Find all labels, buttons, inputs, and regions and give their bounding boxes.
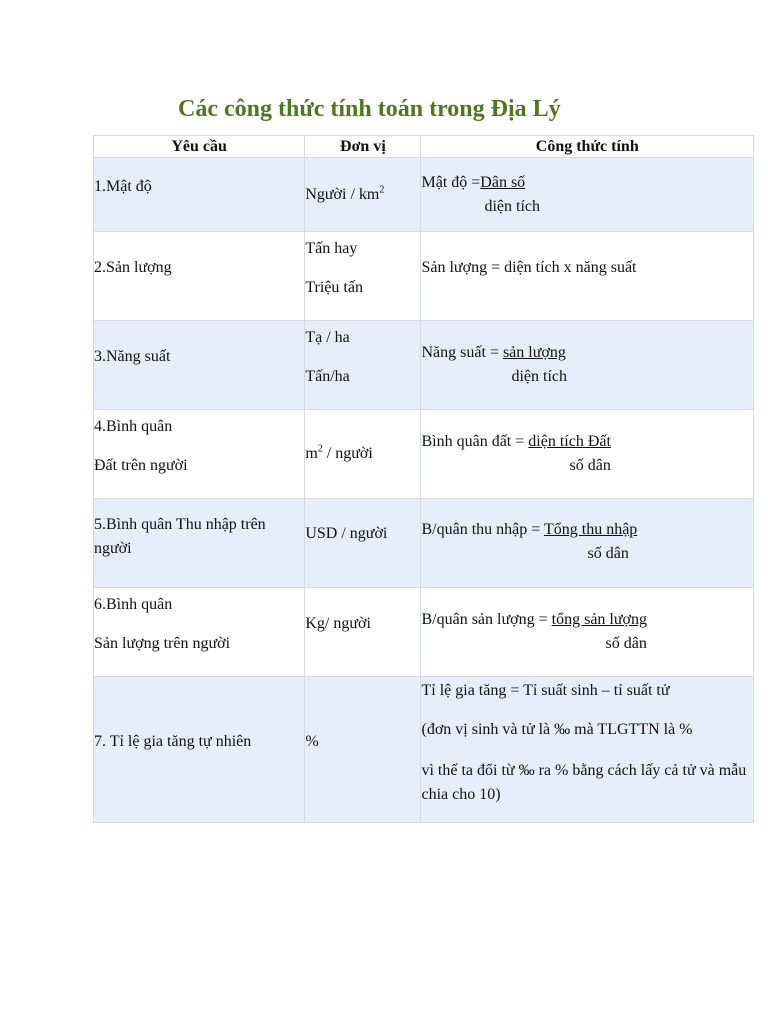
header-formula: Công thức tính bbox=[421, 136, 754, 158]
requirement-label: 4.Bình quân bbox=[94, 418, 173, 435]
table-row bbox=[94, 158, 754, 232]
unit-label: % bbox=[305, 733, 319, 750]
formula-table bbox=[93, 135, 754, 823]
formula-note: vì thế ta đổi từ ‰ ra % bằng cách lấy cả tử và mẫu chia cho 10) bbox=[421, 762, 747, 803]
unit-label: Người / $km^2$ bbox=[305, 184, 385, 203]
formula-text: Bình quân đất = diện tích Đất bbox=[421, 433, 611, 450]
header-unit: Đơn vị bbox=[305, 136, 421, 158]
table-row bbox=[94, 410, 754, 499]
formula-denominator: số dân bbox=[569, 457, 611, 474]
unit-label: Tấn hay bbox=[305, 240, 358, 257]
formula-text: Tỉ lệ gia tăng = Tỉ suất sinh – tỉ suất tử bbox=[421, 682, 670, 699]
table-row bbox=[94, 321, 754, 410]
unit-label: USD / người bbox=[305, 525, 388, 542]
formula-denominator: diện tích bbox=[484, 198, 541, 215]
page-title: Các công thức tính toán trong Địa Lý bbox=[178, 96, 561, 122]
unit-label: Kg/ người bbox=[305, 615, 371, 632]
table-row bbox=[94, 588, 754, 677]
requirement-label: 6.Bình quân bbox=[94, 596, 173, 613]
header-requirement: Yêu cầu bbox=[94, 136, 305, 158]
formula-denominator: diện tích bbox=[511, 368, 568, 385]
unit-label: $m^2$ / người bbox=[305, 443, 373, 462]
requirement-label: 1.Mật độ bbox=[94, 178, 152, 195]
formula-text: B/quân thu nhập = Tổng thu nhập bbox=[421, 521, 638, 538]
unit-label: Tấn/ha bbox=[305, 368, 350, 385]
requirement-label: 5.Bình quân Thu nhập trên người bbox=[94, 516, 266, 557]
formula-text: Mật độ =Dân số bbox=[421, 174, 526, 191]
requirement-label: 3.Năng suất bbox=[94, 348, 171, 365]
requirement-label: 2.Sản lượng bbox=[94, 259, 172, 276]
formula-text: Sản lượng = diện tích x năng suất bbox=[421, 259, 637, 276]
formula-denominator: số dân bbox=[605, 635, 647, 652]
formula-denominator: số dân bbox=[587, 545, 629, 562]
requirement-label: 7. Tỉ lệ gia tăng tự nhiên bbox=[94, 733, 252, 750]
table-row bbox=[94, 232, 754, 321]
requirement-label: Sản lượng trên người bbox=[94, 635, 231, 652]
table-header-row bbox=[94, 136, 754, 158]
formula-text: Năng suất = sản lượng bbox=[421, 344, 566, 361]
table-row bbox=[94, 499, 754, 588]
table-row bbox=[94, 677, 754, 823]
formula-text: B/quân sản lượng = tổng sản lượng bbox=[421, 611, 647, 628]
unit-label: Triệu tấn bbox=[305, 279, 363, 296]
formula-note: (đơn vị sinh và tử là ‰ mà TLGTTN là % bbox=[421, 721, 693, 738]
requirement-label: Đất trên người bbox=[94, 457, 188, 474]
unit-label: Tạ / ha bbox=[305, 329, 350, 346]
